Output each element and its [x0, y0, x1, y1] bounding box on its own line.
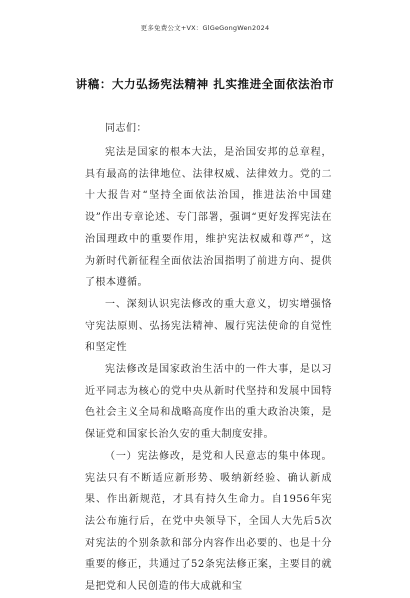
header-note: 更多免费公文+VX：GlGeGongWen2024 [140, 24, 270, 32]
document-title: 讲稿：大力弘扬宪法精神 扎实推进全面依法治市 [75, 77, 335, 91]
paragraph: 宪法是国家的根本大法，是治国安邦的总章程，具有最高的法律地位、法律权威、法律效力。党的二十大报告对“坚持全面依法治国，推进法治中国建设”作出专章论述、专门部署，强调“更好发挥宪法在治国理政中的重要作用，维护宪法权威和尊严”，这为新时代新征程全面依法治国指明了前进方向、提供了根本遵循。 [85, 147, 332, 289]
paragraph: 宪法修改是国家政治生活中的一件大事，是以习近平同志为核心的党中央从新时代坚持和发展中国特色社会主义全局和战略高度作出的重大政治决策，是保证党和国家长治久安的重大制度安排。 [85, 364, 332, 441]
section-heading: 一、深刻认识宪法修改的重大意义，切实增强恪守宪法原则、弘扬宪法精神、履行宪法使命的自觉性和坚定性 [85, 298, 332, 354]
greeting: 同志们： [105, 123, 147, 134]
document-body [85, 118, 332, 598]
paragraph: （一）宪法修改，是党和人民意志的集中体现。宪法只有不断适应新形势、吸纳新经验、确认新成果、作出新规范，才具有持久生命力。自1956年宪法公布施行后，在党中央领导下，全国人大先后5次对宪法的个别条款和部分内容作出必要的、也是十分重要的修正，共通过了52条宪法修正案，主要目的就是把党和人民创造的伟大成就和宝 [85, 450, 332, 593]
